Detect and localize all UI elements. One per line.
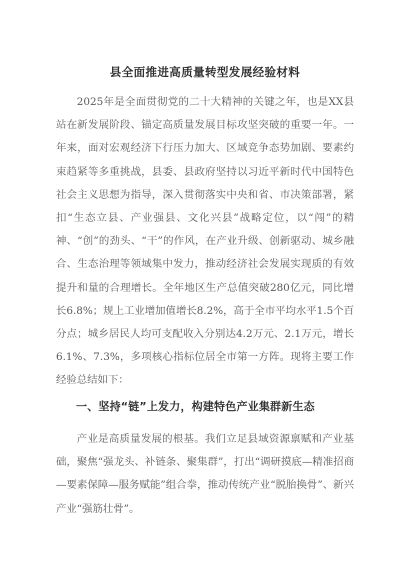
- document-title: 县全面推进高质量转型发展经验材料: [109, 65, 301, 79]
- section-heading: 一、坚持“链”上发力，构建特色产业集群新生态: [76, 400, 315, 413]
- intro-paragraph: 2025年是全面贯彻党的二十大精神的关键之年，也是XX县站在新发展阶段、锚定高质量发展目标攻坚突破的重要一年。一年来，面对宏观经济下行压力加大、区域竞争态势加剧、要素约束趋紧等多重挑战，县委、县政府坚持以习近平新时代中国特色社会主义思想为指导，深入贯彻落实中央和省、市决策部署，紧扣“生态立县、产业强县、文化兴县”战略定位，以“闯”的精神、“创”的劲头、“干”的作风，在产业升级、创新驱动、城乡融合、生态治理等领域集中发力，推动经济社会发展实现质的有效提升和量的合理增长。全年地区生产总值突破280亿元，同比增长6.8%；规上工业增加值增长8.2%，高于全市平均水平1.5个百分点；城乡居民人均可支配收入分别达4.2万元、2.1万元，增长6.1%、7.3%，多项核心指标位居全市第一方阵。现将主要工作经验总结如下：: [56, 96, 354, 387]
- section-paragraph: 产业是高质量发展的根基。我们立足县域资源禀赋和产业基础，聚焦“强龙头、补链条、聚集群”，打出“调研摸底—精准招商—要素保障—服务赋能”组合拳，推动传统产业“脱胎换骨”、新兴产业“强筋壮骨”。: [56, 433, 354, 515]
